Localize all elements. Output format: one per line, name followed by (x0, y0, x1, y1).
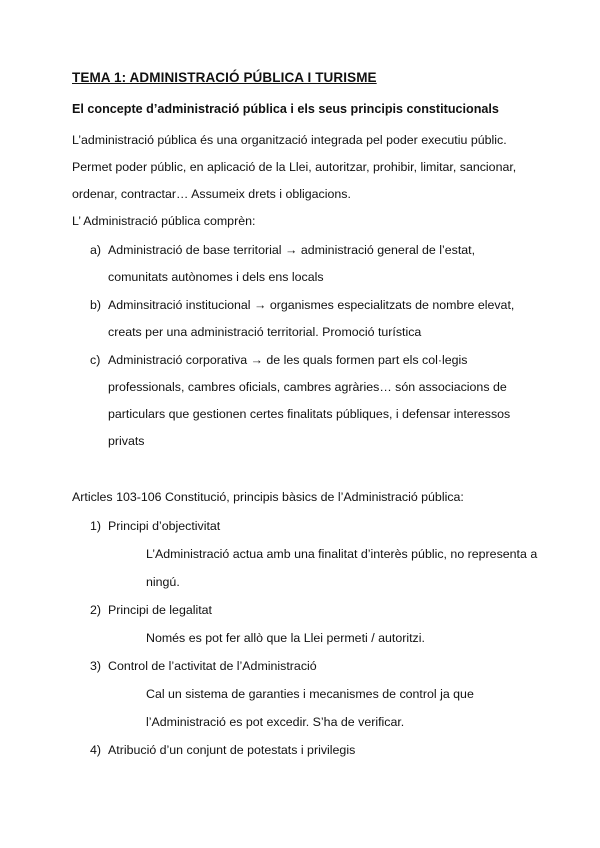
section-heading: El concepte d’administració pública i els seus principis constitucionals (72, 102, 499, 116)
principle-heading: Atribució d’un conjunt de potestats i privilegis (108, 743, 356, 757)
principle-body: ningú. (146, 575, 180, 589)
principle-heading: Control de l’activitat de l’Administració (108, 659, 317, 673)
list-marker: a) (90, 243, 102, 257)
principle-heading: Principi d’objectivitat (108, 519, 221, 533)
list-item-line: Administració corporativa → de les quals formen part els col·legis (108, 353, 468, 367)
list-marker: 1) (90, 519, 102, 533)
list-item-line: professionals, cambres oficials, cambres agràries… són associacions de (108, 380, 507, 394)
comprises-label: L’ Administració pública comprèn: (72, 214, 256, 228)
intro-line: ordenar, contractar… Assumeix drets i obligacions. (72, 187, 351, 201)
list-marker: 2) (90, 603, 102, 617)
principle-heading: Principi de legalitat (108, 603, 213, 617)
list-item-line: privats (108, 434, 145, 448)
principle-body: L’Administració actua amb una finalitat d’interès públic, no representa a (146, 547, 538, 561)
list-marker: b) (90, 298, 102, 312)
list-item-line: creats per una administració territorial. Promoció turística (108, 325, 422, 339)
list-marker: 4) (90, 743, 102, 757)
list-marker: 3) (90, 659, 102, 673)
page-title: TEMA 1: ADMINISTRACIÓ PÚBLICA I TURISME (72, 70, 377, 85)
list-item-line: Administració de base territorial → administració general de l’estat, (108, 243, 476, 257)
principle-body: l’Administració es pot excedir. S’ha de verificar. (146, 715, 405, 729)
principle-body: Només es pot fer allò que la Llei permeti / autoritzi. (146, 631, 425, 645)
articles-label: Articles 103-106 Constitució, principis bàsics de l’Administració pública: (72, 490, 464, 504)
intro-line: L’administració pública és una organització integrada pel poder executiu públic. (72, 133, 507, 147)
list-item-line: particulars que gestionen certes finalitats públiques, i defensar interessos (108, 407, 511, 421)
intro-line: Permet poder públic, en aplicació de la Llei, autoritzar, prohibir, limitar, sancionar, (72, 160, 517, 174)
list-item-line: Adminsitració institucional → organismes especialitzats de nombre elevat, (108, 298, 515, 312)
list-item-line: comunitats autònomes i dels ens locals (108, 270, 324, 284)
principle-body: Cal un sistema de garanties i mecanismes de control ja que (146, 687, 474, 701)
list-marker: c) (90, 353, 101, 367)
